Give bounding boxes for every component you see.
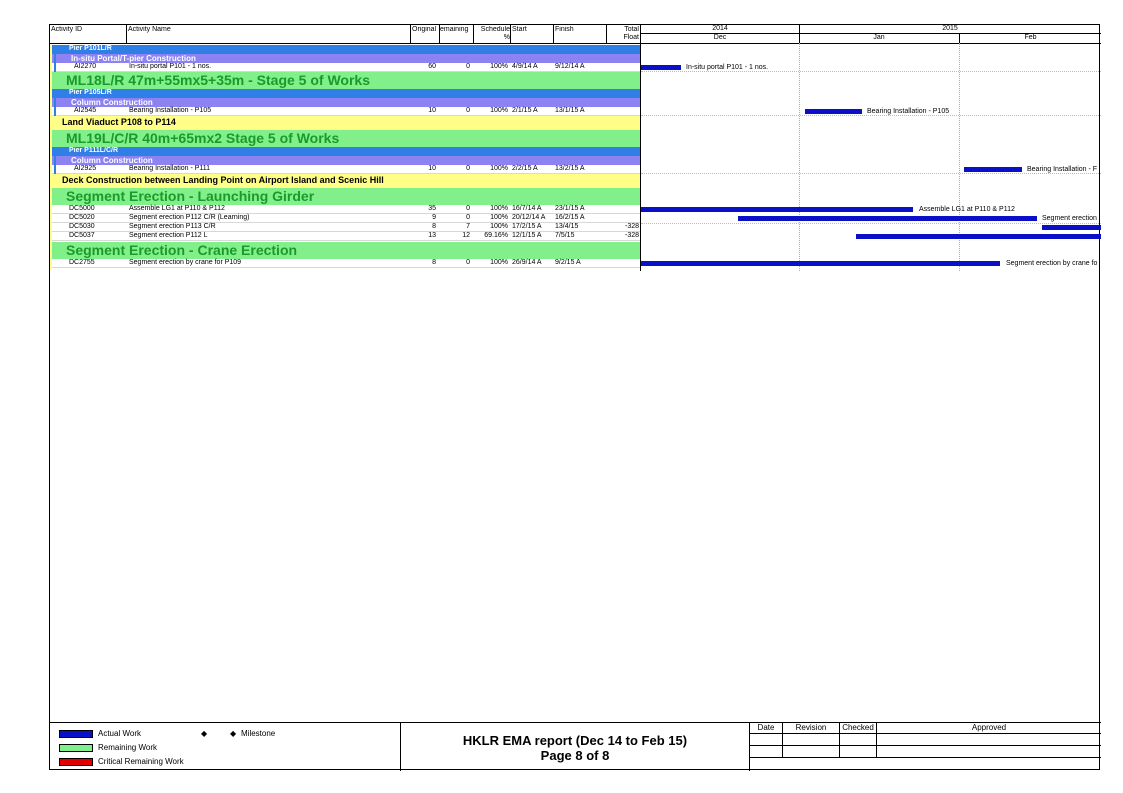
finish-date: 7/5/15 [555, 232, 575, 239]
group-ml19[interactable] [50, 130, 640, 147]
legend-remaining-label: Remaining Work [98, 743, 157, 752]
original-duration: 10 [428, 107, 436, 114]
remaining-duration: 0 [466, 259, 470, 266]
bar-dc5020[interactable] [738, 216, 1037, 221]
revision-table [750, 723, 1101, 771]
col-total-float[interactable]: Total Float [623, 26, 639, 41]
table-row[interactable] [50, 63, 640, 72]
group-column-construction-1[interactable] [50, 98, 640, 107]
month-dec: Dec [713, 34, 727, 41]
total-float: -328 [624, 232, 639, 239]
group-segment-launching[interactable] [50, 188, 640, 205]
table-row[interactable] [50, 214, 640, 223]
remaining-duration: 0 [466, 107, 470, 114]
milestone-icon: ◆ [201, 729, 208, 738]
bar-label-ai2545: Bearing Installation - P105 [867, 108, 950, 115]
table-row[interactable] [50, 259, 640, 268]
group-label: Deck Construction between Landing Point on Airport Island and Scenic Hill [62, 175, 384, 185]
activity-id: DC5000 [69, 205, 95, 212]
month-feb: Feb [1024, 34, 1037, 41]
finish-date: 13/1/15 A [555, 107, 585, 114]
gantt-sheet [49, 24, 1100, 770]
activity-name: Segment erection by crane for P109 [129, 259, 242, 266]
revision-header: Revision [795, 723, 827, 732]
date-header: Date [757, 723, 775, 732]
original-duration: 8 [432, 223, 436, 230]
start-date: 2/1/15 A [512, 107, 538, 114]
schedule-pct: 100% [490, 223, 508, 230]
activity-name: Bearing Installation - P105 [129, 107, 212, 114]
group-label: Column Construction [71, 156, 153, 165]
table-row[interactable] [50, 165, 640, 174]
legend-actual-swatch [59, 730, 93, 738]
schedule-pct: 69.16% [484, 232, 508, 239]
schedule-pct: 100% [490, 214, 508, 221]
remaining-duration: 7 [466, 223, 470, 230]
start-date: 26/9/14 A [512, 259, 542, 266]
remaining-duration: 0 [466, 205, 470, 212]
group-land-viaduct[interactable] [50, 116, 640, 130]
activity-name: Bearing Installation - P111 [129, 165, 211, 172]
bar-dc5030[interactable] [1042, 225, 1101, 230]
bar-ai2925[interactable] [964, 167, 1022, 172]
col-original-duration[interactable]: Original [412, 26, 437, 33]
checked-header: Checked [842, 723, 874, 732]
original-duration: 8 [432, 259, 436, 266]
finish-date: 23/1/15 A [555, 205, 585, 212]
bar-label-ai2270: In-situ portal P101 - 1 nos. [686, 64, 769, 71]
schedule-pct: 100% [490, 107, 508, 114]
original-duration: 13 [428, 232, 436, 239]
activity-name: Assemble LG1 at P110 & P112 [129, 205, 225, 212]
footer [50, 722, 1101, 772]
activity-name: Segment erection P112 L [129, 232, 208, 239]
activity-id: DC2755 [69, 259, 95, 266]
group-segment-crane[interactable] [50, 242, 640, 259]
start-date: 16/7/14 A [512, 205, 542, 212]
bar-dc5037[interactable] [856, 234, 1101, 239]
original-duration: 35 [428, 205, 436, 212]
start-date: 20/12/14 A [512, 214, 546, 221]
group-label: Pier P105L/R [69, 89, 112, 96]
bar-label-dc5000: Assemble LG1 at P110 & P112 [919, 206, 1015, 213]
col-start[interactable]: Start [512, 26, 527, 33]
finish-date: 13/2/15 A [555, 165, 585, 172]
bar-ai2270[interactable] [641, 65, 681, 70]
finish-date: 9/2/15 A [555, 259, 581, 266]
column-header [50, 25, 1101, 44]
group-label: Column Construction [71, 98, 153, 107]
finish-date: 13/4/15 [555, 223, 579, 230]
page-number: Page 8 of 8 [540, 748, 610, 763]
activity-name: Segment erection P113 C/R [129, 223, 216, 230]
schedule-pct: 100% [490, 259, 508, 266]
col-schedule-pct[interactable]: Schedule % [480, 26, 510, 41]
legend-critical-swatch [59, 758, 93, 766]
group-pier-p101[interactable] [50, 45, 640, 54]
approved-header: Approved [971, 723, 1007, 732]
group-deck-construction[interactable] [50, 174, 640, 188]
group-ml18[interactable] [50, 72, 640, 89]
report-title: HKLR EMA report (Dec 14 to Feb 15) [462, 733, 688, 748]
activity-id: DC5030 [69, 223, 95, 230]
start-date: 17/2/15 A [512, 223, 542, 230]
activity-id: DC5037 [69, 232, 95, 239]
group-label: Pier P111L/C/R [69, 147, 119, 154]
original-duration: 10 [428, 165, 436, 172]
col-finish[interactable]: Finish [555, 26, 574, 33]
schedule-pct: 100% [490, 63, 508, 70]
start-date: 2/2/15 A [512, 165, 538, 172]
bar-label-dc2755: Segment erection by crane fo [1006, 260, 1098, 267]
milestone-icon: ◆ [230, 729, 237, 738]
schedule-pct: 100% [490, 165, 508, 172]
legend [50, 723, 401, 771]
finish-date: 9/12/14 A [555, 63, 585, 70]
original-duration: 60 [428, 63, 436, 70]
legend-milestone-label: Milestone [241, 729, 276, 738]
legend-actual-label: Actual Work [98, 729, 141, 738]
start-date: 12/1/15 A [512, 232, 542, 239]
remaining-duration: 0 [466, 214, 470, 221]
bar-dc5000[interactable] [641, 207, 913, 212]
activity-name: Segment erection P112 C/R (Learning) [129, 214, 250, 221]
report-title-block [401, 723, 750, 771]
bar-label-ai2925: Bearing Installation - F [1027, 166, 1098, 173]
start-date: 4/9/14 A [512, 63, 538, 70]
remaining-duration: 0 [466, 165, 470, 172]
schedule-pct: 100% [490, 205, 508, 212]
group-pier-p111[interactable] [50, 147, 640, 156]
group-label: Segment Erection - Launching Girder [66, 188, 315, 204]
group-pier-p105[interactable] [50, 89, 640, 98]
activity-name: In-situ portal P101 - 1 nos. [129, 63, 212, 70]
bar-ai2545[interactable] [805, 109, 862, 114]
col-remaining-duration[interactable]: emaining [440, 26, 469, 33]
remaining-duration: 0 [466, 63, 470, 70]
group-label: Pier P101L/R [69, 45, 112, 52]
legend-critical-label: Critical Remaining Work [98, 757, 184, 766]
remaining-duration: 12 [462, 232, 470, 239]
table-row[interactable] [50, 107, 640, 116]
original-duration: 9 [432, 214, 436, 221]
activity-table [50, 43, 641, 271]
legend-remaining-swatch [59, 744, 93, 752]
table-row[interactable] [50, 223, 640, 232]
group-label: ML19L/C/R 40m+65mx2 Stage 5 of Works [66, 130, 340, 146]
activity-id: AI2925 [74, 165, 97, 172]
group-label: Land Viaduct P108 to P114 [62, 117, 176, 127]
activity-id: DC5020 [69, 214, 95, 221]
table-row[interactable] [50, 205, 640, 214]
total-float: -328 [624, 223, 639, 230]
col-activity-id[interactable]: Activity ID [51, 26, 83, 33]
activity-id: AI2270 [74, 63, 97, 70]
col-activity-name[interactable]: Activity Name [128, 26, 171, 33]
year-2015: 2015 [942, 25, 958, 32]
finish-date: 16/2/15 A [555, 214, 585, 221]
month-jan: Jan [873, 34, 885, 41]
activity-id: AI2545 [74, 107, 97, 114]
group-insitu-portal[interactable] [50, 54, 640, 63]
gantt-chart [641, 43, 1101, 271]
group-label: Segment Erection - Crane Erection [66, 242, 298, 258]
group-label: In-situ Portal/T-pier Construction [71, 54, 196, 63]
group-column-construction-2[interactable] [50, 156, 640, 165]
bar-dc2755[interactable] [641, 261, 1000, 266]
group-label: ML18L/R 47m+55mx5+35m - Stage 5 of Works [66, 72, 370, 88]
year-2014: 2014 [712, 25, 728, 32]
table-row[interactable] [50, 232, 640, 241]
bar-label-dc5020: Segment erection [1042, 215, 1097, 222]
